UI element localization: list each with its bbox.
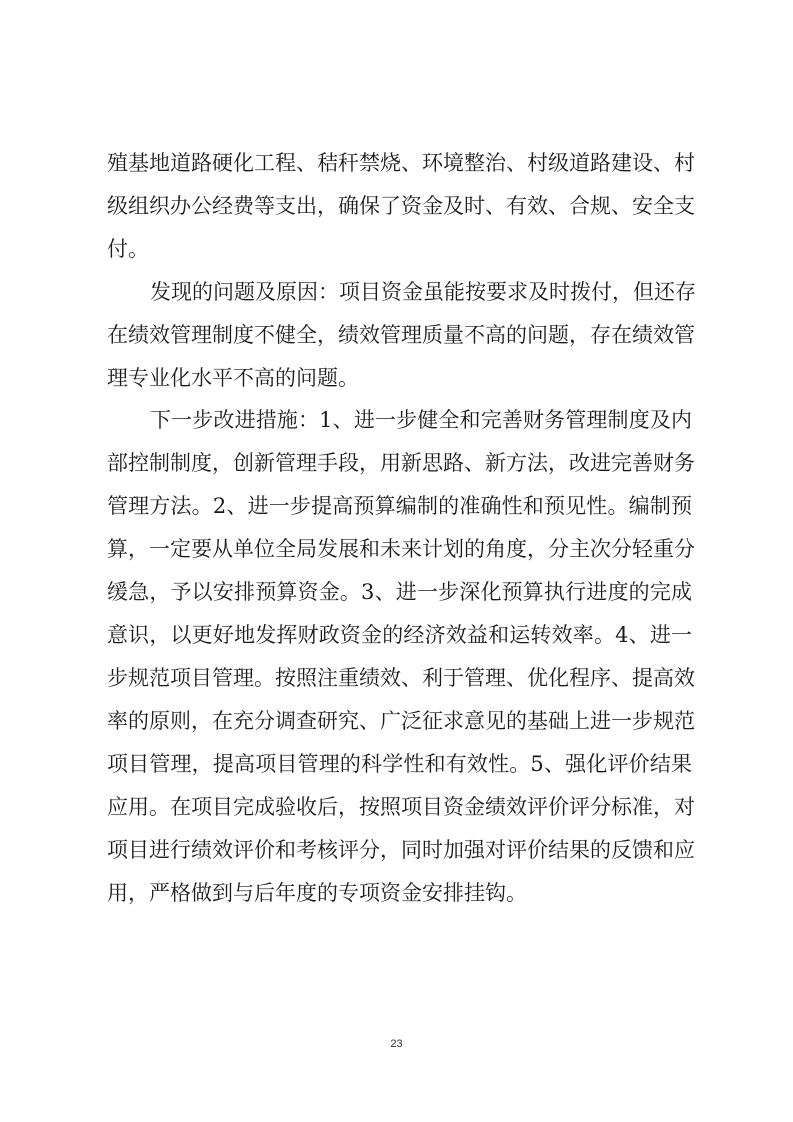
paragraph-3-line-5: 缓急，予以安排预算资金。3、进一步深化预算执行进度的完成 [107,580,692,604]
paragraph-2-line-3: 理专业化水平不高的问题。 [107,366,359,390]
paragraph-2-line-2: 在绩效管理制度不健全，绩效管理质量不高的问题，存在绩效管 [107,323,695,347]
paragraph-3-line-2: 部控制制度，创新管理手段，用新思路、新方法，改进完善财务 [107,451,695,475]
paragraph-1-line-3: 付。 [107,237,149,261]
paragraph-3-line-6: 意识，以更好地发挥财政资金的经济效益和运转效率。4、进一 [107,623,692,647]
paragraph-3-line-7: 步规范项目管理。按照注重绩效、利于管理、优化程序、提高效 [107,666,695,690]
paragraph-3-line-10: 应用。在项目完成验收后，按照项目资金绩效评价评分标准，对 [107,795,695,819]
page-number: 23 [390,1038,403,1050]
paragraph-1-line-1: 殖基地道路硬化工程、秸秆禁烧、环境整治、村级道路建设、村 [107,151,695,175]
paragraph-3-line-1: 下一步改进措施：1、进一步健全和完善财务管理制度及内 [150,408,692,432]
paragraph-2-line-1: 发现的问题及原因：项目资金虽能按要求及时拨付，但还存 [150,280,696,304]
paragraph-3-line-4: 算，一定要从单位全局发展和未来计划的角度，分主次分轻重分 [107,537,695,561]
paragraph-3-line-9: 项目管理，提高项目管理的科学性和有效性。5、强化评价结果 [107,752,692,776]
paragraph-3-line-11: 项目进行绩效评价和考核评分，同时加强对评价结果的反馈和应 [107,838,695,862]
paragraph-3-line-8: 率的原则，在充分调查研究、广泛征求意见的基础上进一步规范 [107,709,695,733]
paragraph-3-line-3: 管理方法。2、进一步提高预算编制的准确性和预见性。编制预 [107,494,692,518]
paragraph-1-line-2: 级组织办公经费等支出，确保了资金及时、有效、合规、安全支 [107,194,695,218]
paragraph-3-line-12: 用，严格做到与后年度的专项资金安排挂钩。 [107,881,527,905]
